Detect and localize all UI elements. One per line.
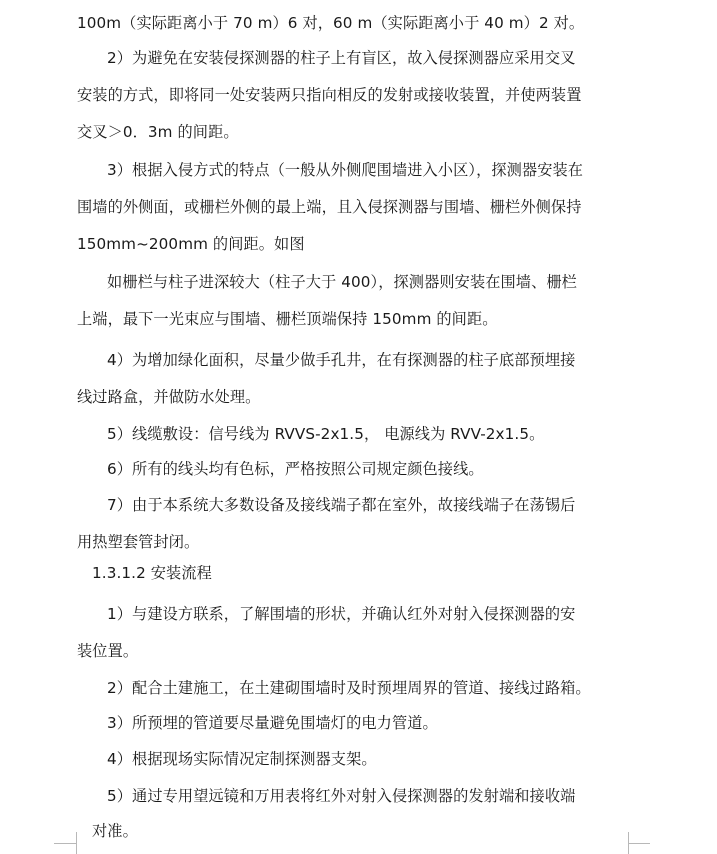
- text-line: 交叉＞0．3m 的间距。: [77, 123, 239, 141]
- text-line: 6）所有的线头均有色标，严格按照公司规定颜色接线。: [107, 460, 484, 478]
- text-line: 3）根据入侵方式的特点（一般从外侧爬围墙进入小区），探测器安装在: [107, 161, 584, 179]
- text-line: 5）通过专用望远镜和万用表将红外对射入侵探测器的发射端和接收端: [107, 787, 576, 805]
- text-line: 用热塑套管封闭。: [77, 533, 200, 551]
- text-line: 安装的方式，即将同一处安装两只指向相反的发射或接收装置，并使两装置: [77, 86, 582, 104]
- corner-mark-right-horizontal: [628, 843, 650, 844]
- text-line: 7）由于本系统大多数设备及接线端子都在室外，故接线端子在荡锡后: [107, 496, 576, 514]
- text-line: 100m（实际距离小于 70 m）6 对，60 m（实际距离小于 40 m）2 对。: [77, 14, 585, 32]
- section-heading: 1.3.1.2 安装流程: [92, 564, 212, 582]
- corner-mark-left-vertical: [76, 832, 77, 854]
- text-line: 150mm~200mm 的间距。如图: [77, 235, 305, 253]
- corner-mark-left-horizontal: [54, 843, 76, 844]
- corner-mark-right-vertical: [628, 832, 629, 854]
- text-line: 线过路盒，并做防水处理。: [77, 388, 261, 406]
- text-line: 2）配合土建施工，在土建砌围墙时及时预埋周界的管道、接线过路箱。: [107, 679, 591, 697]
- text-line: 上端，最下一光束应与围墙、栅栏顶端保持 150mm 的间距。: [77, 310, 498, 328]
- text-line: 对准。: [92, 822, 138, 840]
- text-line: 如栅栏与柱子进深较大（柱子大于 400），探测器则安装在围墙、栅栏: [107, 273, 577, 291]
- text-line: 4）根据现场实际情况定制探测器支架。: [107, 750, 377, 768]
- text-line: 装位置。: [77, 642, 139, 660]
- text-line: 2）为避免在安装侵探测器的柱子上有盲区，故入侵探测器应采用交叉: [107, 49, 576, 67]
- text-line: 围墙的外侧面，或栅栏外侧的最上端，且入侵探测器与围墙、栅栏外侧保持: [77, 198, 582, 216]
- text-line: 4）为增加绿化面积，尽量少做手孔井，在有探测器的柱子底部预埋接: [107, 351, 576, 369]
- text-line: 5）线缆敷设：信号线为 RVVS-2x1.5， 电源线为 RVV-2x1.5。: [107, 425, 545, 443]
- text-line: 1）与建设方联系，了解围墙的形状，并确认红外对射入侵探测器的安: [107, 605, 576, 623]
- text-line: 3）所预埋的管道要尽量避免围墙灯的电力管道。: [107, 714, 438, 732]
